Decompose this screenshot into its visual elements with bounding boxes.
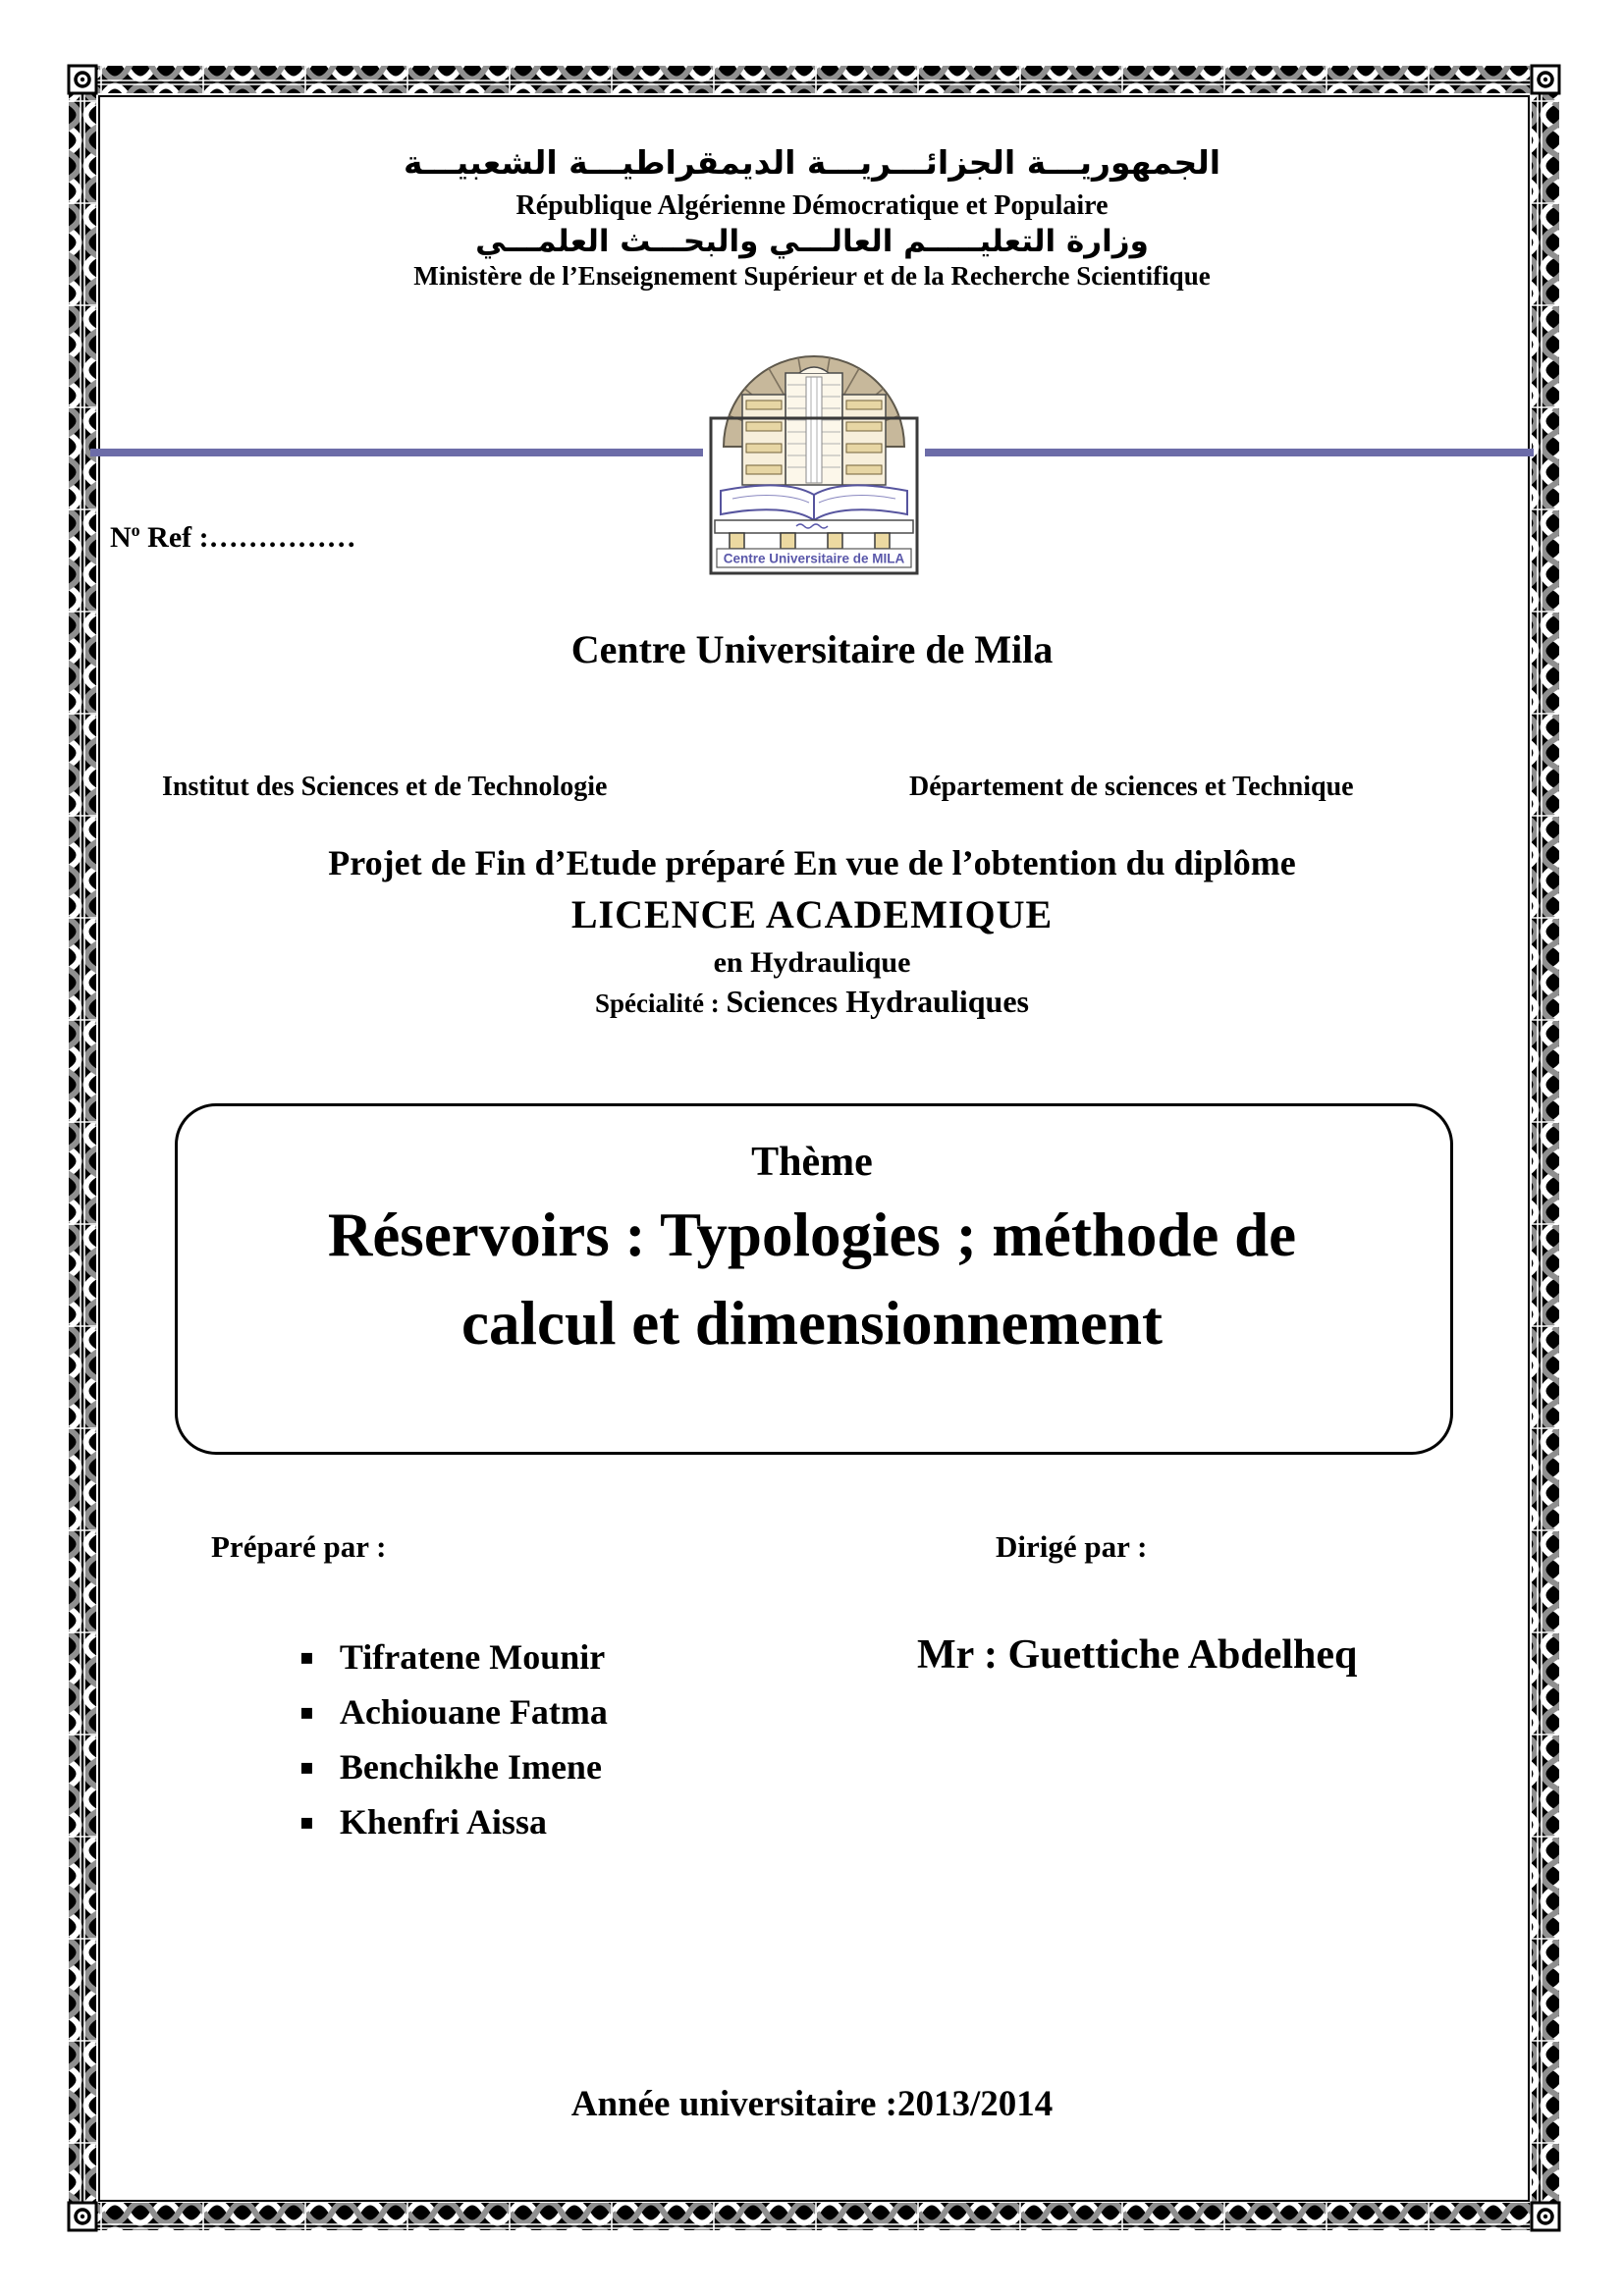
academic-year: Année universitaire :2013/2014 (570, 2084, 1054, 2124)
prepared-by-label: Préparé par : (211, 1529, 387, 1564)
theme-label: Thème (751, 1140, 873, 1185)
author-list-item (299, 1629, 608, 1684)
reference-number (110, 520, 356, 555)
corner-ornament-bottom-left (69, 2203, 96, 2230)
institute-name: Institut des Sciences et de Technologie (162, 772, 608, 802)
diploma-name: LICENCE ACADEMIQUE (570, 892, 1054, 936)
ref-dots: Ref :…………… (139, 521, 356, 554)
republic-title-arabic: الجمهوريـــة الجزائـــريـــة الديمقراطيـــة الشعبيـــة (403, 143, 1221, 182)
author-list-item (299, 1684, 608, 1739)
republic-title-french: République Algérienne Démocratique et Populaire (515, 190, 1109, 221)
field-line: en Hydraulique (713, 946, 911, 979)
theme-title-line2: calcul et dimensionnement (461, 1289, 1163, 1358)
author-name: Achiouane Fatma (339, 1692, 608, 1732)
directed-by-label: Dirigé par : (996, 1529, 1148, 1564)
corner-ornament-top-right (1532, 66, 1559, 93)
ministry-title-arabic: وزارة التعليـــــم العالـــي والبحـــث العلمـــي (475, 224, 1149, 259)
author-name: Benchikhe Imene (339, 1747, 602, 1787)
corner-ornament-bottom-right (1532, 2203, 1559, 2230)
author-name: Tifratene Mounir (339, 1637, 606, 1677)
square-bullet-icon: ▪ (299, 1809, 314, 1835)
border-top (96, 66, 1532, 93)
university-logo (703, 338, 925, 579)
department-name: Département de sciences et Technique (909, 772, 1354, 802)
theme-title-line1: Réservoirs : Typologies ; méthode de (327, 1201, 1297, 1269)
specialty-line (69, 984, 1555, 1020)
ref-sup: o (131, 520, 140, 540)
project-intro-line: Projet de Fin d’Etude préparé En vue de l’obtention du diplôme (328, 843, 1296, 882)
border-bottom (96, 2203, 1532, 2230)
ref-n: N (110, 521, 132, 554)
university-title: Centre Universitaire de Mila (570, 627, 1054, 671)
square-bullet-icon: ▪ (299, 1699, 314, 1725)
author-list-item (299, 1739, 608, 1794)
square-bullet-icon: ▪ (299, 1644, 314, 1670)
authors-list (299, 1629, 608, 1849)
supervisor-name: Mr : Guettiche Abdelheq (917, 1632, 1358, 1678)
ministry-title-french: Ministère de l’Enseignement Supérieur et de la Recherche Scientifique (413, 261, 1211, 291)
corner-ornament-top-left (69, 66, 96, 93)
specialty-value: Sciences Hydrauliques (726, 984, 1029, 1019)
author-list-item (299, 1794, 608, 1849)
logo-caption-text: Centre Universitaire de MILA (723, 551, 905, 566)
author-name: Khenfri Aissa (339, 1802, 547, 1842)
specialty-label: Spécialité : (595, 988, 727, 1018)
square-bullet-icon: ▪ (299, 1754, 314, 1780)
